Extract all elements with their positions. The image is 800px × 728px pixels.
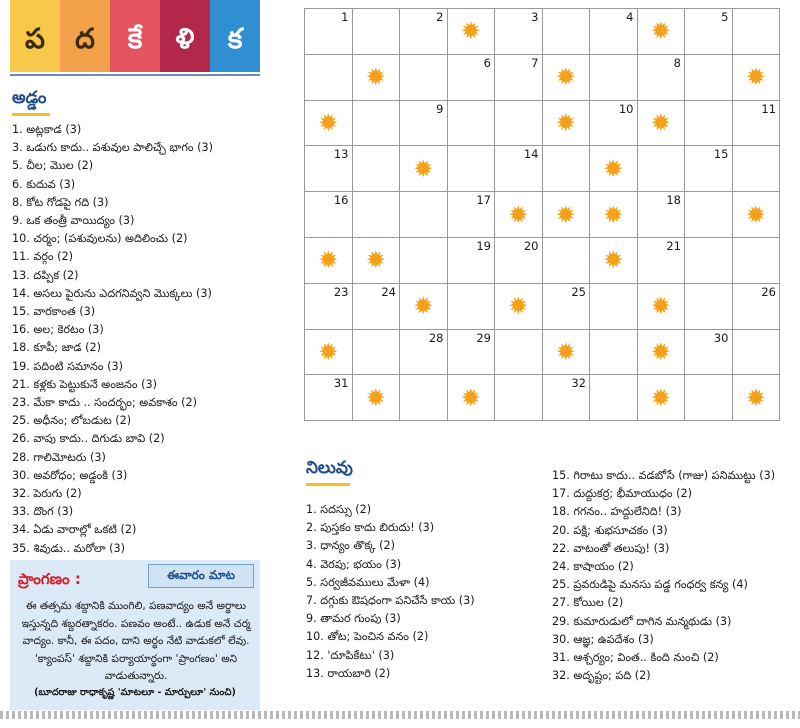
word-explanation: ఈ తత్సమ శబ్దానికి ముంగిలి, పణవాద్యం అనే అర్థాలు ఇస్తున్నది శబ్దరత్నాకరం. పణవం అంటే.. ఉడుక అనే చర్మ వాద్యం. కానీ, ఈ పదం, దాని అర్థం నేటి వాడుకలో లేవు. 'క్యాంపస్' శబ్దానికి పర్యాయార్థంగా 'ప్రాంగణం' అని వాడుతున్నారు.	[21, 600, 251, 682]
across-clue: 26. వాపు కాదు.. దిగుడు బావి (2)	[12, 432, 165, 446]
sun-icon: ✹	[555, 200, 576, 229]
grid-cell[interactable]	[637, 375, 685, 421]
down-clue-list-right	[552, 467, 775, 685]
grid-cell[interactable]	[590, 283, 638, 329]
grid-cell[interactable]	[732, 237, 780, 283]
grid-cell[interactable]	[305, 237, 353, 283]
cell-number: 32	[571, 376, 586, 391]
grid-cell[interactable]	[685, 237, 733, 283]
word-source: (బూదరాజు రాధాకృష్ణ 'మాటలూ - మార్పులూ' నుంచి)	[34, 687, 236, 698]
cell-number: 10	[618, 101, 634, 116]
cell-number: 13	[333, 147, 349, 162]
sun-icon: ✹	[365, 63, 386, 92]
grid-cell[interactable]	[732, 146, 780, 192]
grid-cell[interactable]	[352, 329, 400, 375]
grid-cell[interactable]	[447, 375, 495, 421]
sun-icon: ✹	[745, 63, 766, 92]
grid-cell[interactable]	[732, 100, 780, 146]
grid-cell[interactable]	[732, 9, 780, 55]
grid-cell[interactable]	[732, 375, 780, 421]
down-clue: 17. దుద్దుకర్ర; భీమాయుధం (2)	[552, 487, 692, 501]
grid-cell[interactable]	[352, 54, 400, 100]
sun-icon: ✹	[745, 200, 766, 229]
cell-number: 28	[428, 330, 444, 345]
grid-cell[interactable]	[400, 375, 448, 421]
grid-cell[interactable]	[732, 54, 780, 100]
grid-cell[interactable]	[352, 283, 400, 329]
across-clue: 6. కుదువ (3)	[12, 177, 76, 191]
grid-cell[interactable]	[495, 329, 543, 375]
sun-icon: ✹	[508, 292, 529, 321]
cell-number: 23	[333, 284, 349, 299]
grid-cell[interactable]	[637, 192, 685, 238]
grid-cell[interactable]	[637, 146, 685, 192]
across-clue: 19. పదింటి సమానం (3)	[12, 359, 123, 373]
puzzle-banner	[10, 0, 260, 72]
cell-number: 19	[476, 238, 491, 253]
down-clue: 20. పక్షి; శుభసూచకం (3)	[552, 523, 668, 537]
sun-icon: ✹	[460, 383, 481, 412]
grid-cell[interactable]	[352, 192, 400, 238]
down-clue: 5. సర్వజీవములు మేళా (4)	[306, 575, 430, 589]
across-clue: 34. ఏడు వారాల్లో ఒకటి (2)	[12, 523, 137, 537]
cell-number: 5	[721, 10, 729, 24]
across-clue: 16. అల; కెరటం (3)	[12, 323, 104, 337]
word-title: ప్రాంగణం :	[18, 570, 81, 588]
grid-cell[interactable]	[305, 54, 353, 100]
across-clue: 15. వారకాంత (3)	[12, 305, 96, 319]
grid-cell[interactable]	[685, 329, 733, 375]
across-clue: 23. మేకా కాదు .. సందర్భం; అవకాశం (2)	[12, 396, 198, 410]
grid-cell[interactable]	[400, 192, 448, 238]
grid-cell[interactable]	[400, 283, 448, 329]
sun-icon: ✹	[603, 200, 624, 229]
cell-number: 3	[531, 10, 539, 24]
cell-number: 31	[333, 376, 349, 391]
grid-cell[interactable]	[305, 329, 353, 375]
grid-cell[interactable]	[495, 54, 543, 100]
banner-tile: క	[210, 0, 260, 72]
down-clue: 1. సదస్సు (2)	[306, 503, 372, 516]
sun-icon: ✹	[318, 108, 339, 137]
sun-icon: ✹	[603, 154, 624, 183]
down-clue: 10. తోట; పెంచిన వనం (2)	[306, 630, 429, 644]
down-clue: 25. ప్రవరుడిపై మనసు పడ్డ గంధర్వ కన్య (4)	[552, 578, 748, 592]
grid-cell[interactable]	[637, 9, 685, 55]
down-heading-underline	[306, 483, 350, 486]
across-clue-list	[12, 121, 213, 558]
cell-number: 1	[341, 10, 349, 24]
sun-icon: ✹	[365, 246, 386, 275]
down-clue: 2. పుస్తకం కాదు బిరుదు! (3)	[306, 521, 435, 535]
across-clue: 30. అవరోధం; అడ్డంకి (3)	[12, 468, 128, 482]
grid-cell[interactable]	[637, 54, 685, 100]
grid-cell[interactable]	[637, 100, 685, 146]
grid-cell[interactable]	[352, 146, 400, 192]
sun-icon: ✹	[365, 383, 386, 412]
across-clue: 9. ఒక తంత్రీ వాయిద్యం (3)	[12, 214, 135, 228]
across-clue: 18. కూపీ; జాడ (2)	[12, 341, 101, 355]
banner-tile: ళి	[160, 0, 210, 72]
cell-number: 6	[483, 55, 491, 70]
grid-cell[interactable]	[685, 283, 733, 329]
banner-tile: కే	[110, 0, 160, 72]
across-clue: 1. అట్లకాడ (3)	[12, 123, 82, 136]
grid-cell[interactable]	[495, 237, 543, 283]
across-clue: 35. శివుడు.. మరోలా (3)	[12, 541, 126, 555]
grid-cell[interactable]	[447, 283, 495, 329]
down-clue: 31. ఆశ్చర్యం; వింత.. కింది నుంచి (2)	[552, 651, 719, 665]
grid-cell[interactable]	[685, 54, 733, 100]
across-clue: 32. పెరుగు (2)	[12, 487, 82, 501]
grid-cell[interactable]	[305, 146, 353, 192]
grid-cell[interactable]	[637, 329, 685, 375]
across-heading-underline	[12, 113, 50, 116]
sun-icon: ✹	[413, 292, 434, 321]
grid-cell[interactable]	[447, 146, 495, 192]
cell-number: 7	[531, 55, 539, 70]
grid-cell[interactable]	[352, 237, 400, 283]
down-clue: 12. 'దూపికేటు' (3)	[306, 648, 395, 662]
grid-cell[interactable]	[352, 375, 400, 421]
down-clue: 27. కోయిల (2)	[552, 596, 624, 610]
grid-cell[interactable]	[542, 9, 590, 55]
grid-cell[interactable]	[590, 192, 638, 238]
grid-cell[interactable]	[495, 100, 543, 146]
grid-cell[interactable]	[352, 9, 400, 55]
across-clue: 5. చీల; మొల (2)	[12, 159, 94, 173]
grid-cell[interactable]	[542, 283, 590, 329]
down-clue: 18. గగనం.. హద్దులేనిది! (3)	[552, 505, 682, 519]
grid-cell[interactable]	[542, 146, 590, 192]
grid-cell[interactable]	[542, 329, 590, 375]
banner-tile: ప	[10, 0, 60, 72]
cell-number: 16	[333, 193, 349, 208]
down-clue: 24. కాషాయం (2)	[552, 560, 634, 574]
sun-icon: ✹	[650, 383, 671, 412]
banner-tile: ద	[60, 0, 110, 72]
down-heading: నిలువు	[306, 458, 353, 478]
sun-icon: ✹	[555, 108, 576, 137]
down-clue: 32. అదృష్టం; పది (2)	[552, 669, 651, 683]
down-clue: 29. కుమారుడులో దాగిన మన్మథుడు (3)	[552, 614, 732, 628]
cell-number: 15	[713, 147, 729, 162]
grid-cell[interactable]	[495, 283, 543, 329]
sun-icon: ✹	[555, 63, 576, 92]
across-clue: 33. దొంగ (3)	[12, 505, 74, 519]
across-clue: 14. అసలు పైరును ఎదగనివ్వని మొక్కలు (3)	[12, 286, 212, 300]
cell-number: 20	[523, 238, 539, 253]
grid-cell[interactable]	[685, 375, 733, 421]
grid-cell[interactable]	[447, 192, 495, 238]
cell-number: 11	[761, 101, 776, 116]
grid-cell[interactable]	[590, 100, 638, 146]
grid-cell[interactable]	[542, 237, 590, 283]
down-clue: 9. తామర గుంపు (3)	[306, 612, 401, 626]
grid-cell[interactable]	[542, 375, 590, 421]
grid-cell[interactable]	[637, 283, 685, 329]
grid-cell[interactable]	[590, 375, 638, 421]
banner-divider	[10, 74, 260, 76]
across-clue: 11. వర్గం (2)	[12, 250, 74, 264]
grid-cell[interactable]	[542, 100, 590, 146]
grid-cell[interactable]	[590, 237, 638, 283]
down-clue: 7. దగ్గుకు ఔషధంగా పనిచేసే కాయ (3)	[306, 594, 475, 608]
cell-number: 26	[761, 284, 776, 299]
sun-icon: ✹	[603, 246, 624, 275]
across-heading: అడ్డం	[12, 88, 47, 108]
cell-number: 18	[666, 193, 681, 208]
sun-icon: ✹	[650, 337, 671, 366]
down-clue: 22. వాటంతో తలుపు! (3)	[552, 541, 670, 555]
grid-cell[interactable]	[447, 54, 495, 100]
grid-cell[interactable]	[400, 54, 448, 100]
down-clue-list-left	[306, 501, 475, 683]
cell-number: 21	[666, 238, 681, 253]
sun-icon: ✹	[650, 108, 671, 137]
cell-number: 24	[381, 284, 396, 299]
grid-cell[interactable]	[352, 100, 400, 146]
grid-cell[interactable]	[400, 329, 448, 375]
grid-cell[interactable]	[305, 192, 353, 238]
cell-number: 17	[476, 193, 491, 208]
cell-number: 4	[626, 10, 634, 24]
cell-number: 2	[436, 10, 444, 24]
crossword-grid	[304, 8, 780, 421]
word-of-week-tag: ఈవారం మాట	[148, 564, 254, 588]
across-clue: 25. అధీనం; లోబడుట (2)	[12, 414, 132, 428]
grid-cell[interactable]	[590, 146, 638, 192]
down-clue: 30. ఆజ్ఞ; ఉపదేశం (3)	[552, 632, 654, 646]
grid-cell[interactable]	[495, 146, 543, 192]
grid-cell[interactable]	[542, 192, 590, 238]
down-clue: 15. గిరాటు కాదు.. వడబోసే (గాజు) పనిముట్టు (3)	[552, 469, 776, 482]
cell-number: 14	[523, 147, 539, 162]
sun-icon: ✹	[508, 200, 529, 229]
grid-cell[interactable]	[447, 100, 495, 146]
grid-cell[interactable]	[400, 146, 448, 192]
grid-cell[interactable]	[447, 329, 495, 375]
grid-cell[interactable]	[685, 9, 733, 55]
across-clue: 13. దప్పిక (2)	[12, 268, 79, 282]
down-clue: 3. ధాన్యం తొక్క (2)	[306, 539, 395, 553]
grid-cell[interactable]	[590, 54, 638, 100]
grid-cell[interactable]	[685, 192, 733, 238]
grid-cell[interactable]	[732, 192, 780, 238]
grid-cell[interactable]	[305, 375, 353, 421]
sun-icon: ✹	[413, 154, 434, 183]
sun-icon: ✹	[650, 17, 671, 46]
grid-cell[interactable]	[305, 283, 353, 329]
sun-icon: ✹	[555, 337, 576, 366]
across-clue: 21. కళ్లకు పెట్టుకునే అంజనం (3)	[12, 377, 157, 391]
sun-icon: ✹	[460, 17, 481, 46]
cell-number: 25	[571, 284, 586, 299]
grid-cell[interactable]	[685, 146, 733, 192]
grid-cell[interactable]	[495, 192, 543, 238]
grid-cell[interactable]	[447, 9, 495, 55]
grid-cell[interactable]	[590, 329, 638, 375]
grid-cell[interactable]	[400, 237, 448, 283]
grid-cell[interactable]	[732, 283, 780, 329]
sun-icon: ✹	[650, 292, 671, 321]
grid-cell[interactable]	[400, 100, 448, 146]
across-clue: 3. ఒడుగు కాదు.. పశువుల పాలిచ్చే భాగం (3)	[12, 141, 214, 155]
cell-number: 29	[476, 330, 491, 345]
down-clue: 13. రాయబారి (2)	[306, 666, 391, 680]
cell-number: 8	[673, 55, 681, 70]
grid-cell[interactable]	[637, 237, 685, 283]
sun-icon: ✹	[318, 337, 339, 366]
sun-icon: ✹	[745, 383, 766, 412]
grid-cell[interactable]	[495, 9, 543, 55]
grid-cell[interactable]	[495, 375, 543, 421]
grid-cell[interactable]	[732, 329, 780, 375]
grid-cell[interactable]	[542, 54, 590, 100]
sun-icon: ✹	[318, 246, 339, 275]
across-clue: 8. కోట గోడపై గది (3)	[12, 195, 109, 209]
cell-number: 30	[713, 330, 729, 345]
cell-number: 9	[436, 101, 444, 116]
grid-cell[interactable]	[590, 9, 638, 55]
grid-cell[interactable]	[400, 9, 448, 55]
grid-cell[interactable]	[305, 100, 353, 146]
grid-cell[interactable]	[305, 9, 353, 55]
grid-cell[interactable]	[685, 100, 733, 146]
grid-cell[interactable]	[447, 237, 495, 283]
word-of-week-box	[10, 560, 260, 710]
across-clue: 10. చర్మం; (పశువులను) అదిలించు (2)	[12, 232, 188, 246]
down-clue: 4. వెరపు; భయం (3)	[306, 557, 402, 571]
bottom-border	[0, 711, 800, 719]
across-clue: 28. గాలిమోటరు (3)	[12, 450, 106, 464]
